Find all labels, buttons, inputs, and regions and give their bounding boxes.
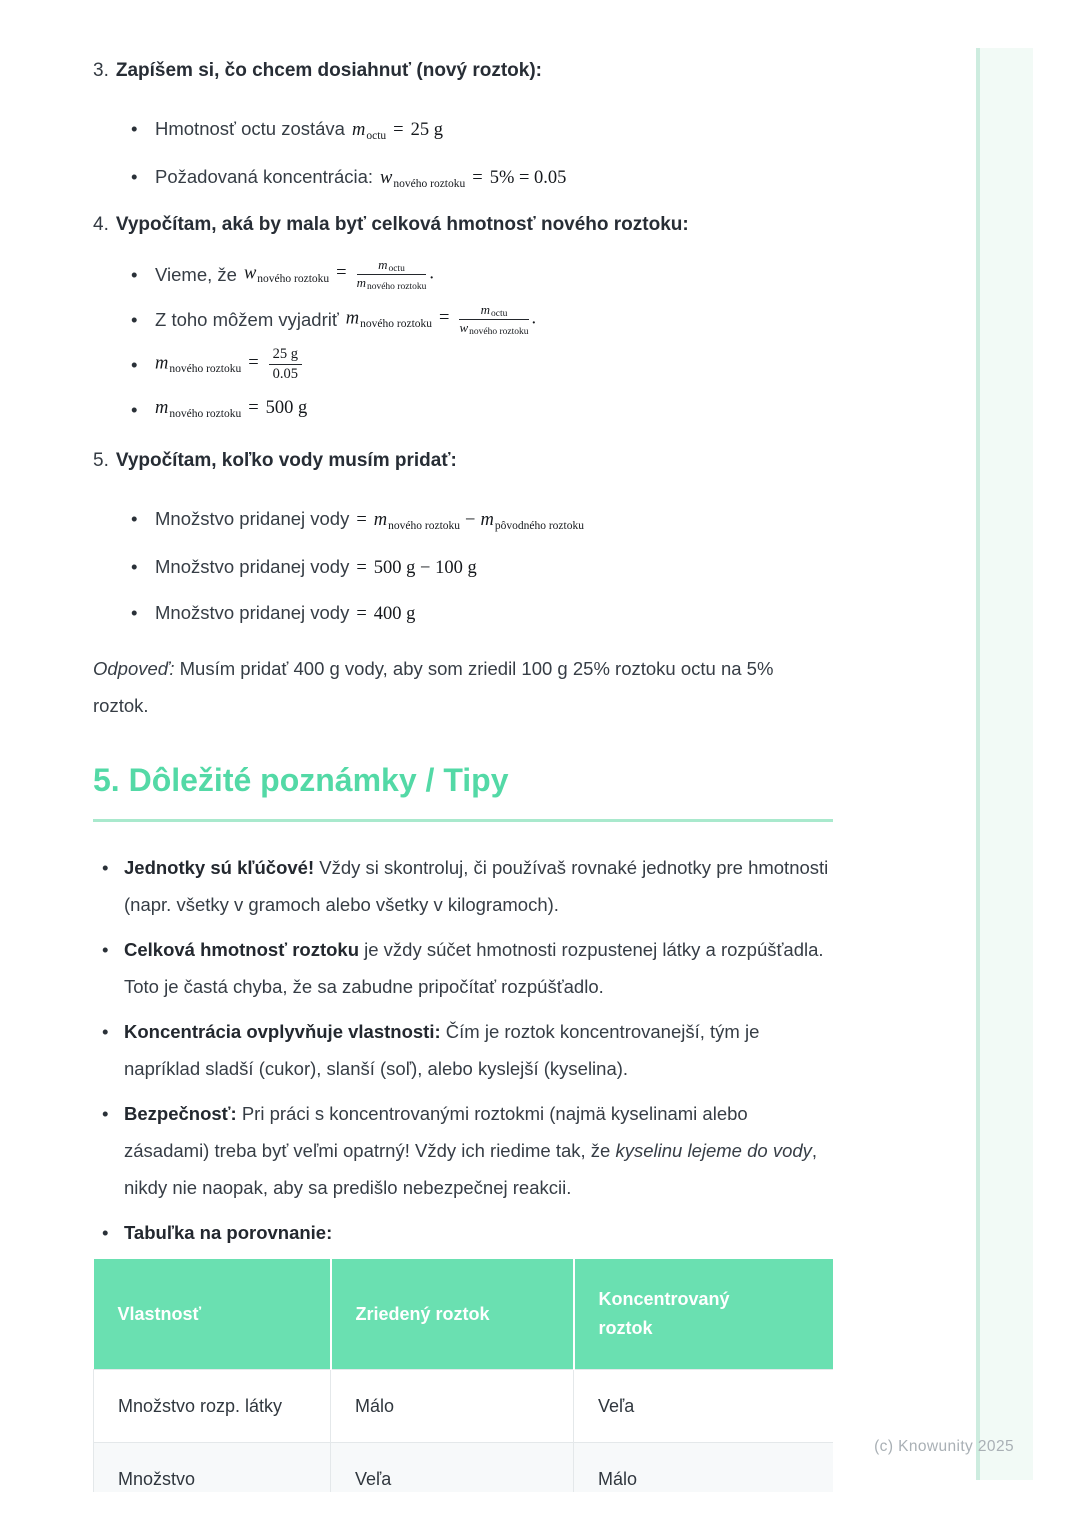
tip-item xyxy=(124,1214,833,1251)
formula-text: Množstvo pridanej vody xyxy=(155,602,350,623)
step-number: 3. xyxy=(93,60,109,81)
step-5-list xyxy=(93,505,833,628)
tip-item xyxy=(124,1095,833,1206)
formula-item xyxy=(155,389,833,429)
step-number: 5. xyxy=(93,450,109,471)
fraction: $\frac{\text{moctu}}{\text{mnového roztoku}}$ xyxy=(356,256,427,292)
step-heading-5 xyxy=(93,447,833,474)
tip-bold: Koncentrácia ovplyvňuje vlastnosti: xyxy=(124,1021,441,1042)
table-cell: Málo xyxy=(331,1370,574,1443)
tip-text: Čím je roztok koncentrovanejší, tým je napríklad sladší (cukor), slanší (soľ), alebo kyslejší (kyselina). xyxy=(124,1021,760,1079)
step-3-list xyxy=(93,115,833,194)
answer-paragraph xyxy=(93,650,833,724)
section-divider xyxy=(93,819,833,822)
table-cell: Veľa xyxy=(574,1370,834,1443)
fraction: $\frac{25 g}{0.05}$ xyxy=(269,346,302,382)
comparison-table xyxy=(93,1259,833,1492)
formula-item xyxy=(155,254,833,294)
answer-text: Musím pridať 400 g vody, aby som zriedil 100 g 25% roztoku octu na 5% roztok. xyxy=(93,658,774,716)
formula-math: = 400 g xyxy=(356,604,416,624)
formula-math: • $m_{nového roztoku} = 500$ g xyxy=(155,397,308,420)
table-header-cell: Koncentrovaný roztok xyxy=(574,1259,834,1370)
tip-bold: Celková hmotnosť roztoku xyxy=(124,939,359,960)
tip-text: je vždy súčet hmotnosti rozpustenej látky a rozpúšťadla. Toto je častá chyba, že sa zabudne pripočítať rozpúšťadlo. xyxy=(124,939,824,997)
formula-item xyxy=(155,553,833,582)
tip-text: Pri práci s koncentrovanými roztokmi (najmä kyselinami alebo zásadami) treba byť veľmi opatrný! Vždy ich riedime tak, že xyxy=(124,1103,748,1161)
formula-math: $w_{nového roztoku} = 5\% = 0.05$ xyxy=(380,168,567,190)
formula-text: Hmotnosť octu zostáva xyxy=(155,118,345,139)
formula-math: = $m_{nového roztoku} - m_{pôvodného roztoku}$ xyxy=(356,510,584,532)
formula-item xyxy=(155,599,833,628)
fraction: $\frac{\text{moctu}}{\text{wnového roztoku}}$ xyxy=(459,301,529,337)
table-cell: Množstvo rozp. látky xyxy=(94,1370,331,1443)
formula-text: Množstvo pridanej vody xyxy=(155,508,350,529)
formula-item xyxy=(155,163,833,194)
formula-item xyxy=(155,299,833,339)
tip-text: , nikdy nie naopak, aby sa predišlo nebezpečnej reakcii. xyxy=(124,1140,818,1198)
table-cell: Množstvo xyxy=(94,1443,331,1493)
page-edge-stripe xyxy=(976,48,1033,1480)
formula-math: $w_{nového roztoku}$ = $\frac{\text{moctu}}{\text{mnového roztoku}}$ . xyxy=(243,256,434,292)
tip-item xyxy=(124,1013,833,1087)
formula-math: • $m_{nového roztoku}$ = $\frac{25 g}{0.05}$ xyxy=(155,346,305,382)
tip-bold: Tabuľka na porovnanie: xyxy=(124,1222,333,1243)
step-4-list xyxy=(93,254,833,429)
step-title: Vypočítam, aká by mala byť celková hmotnosť nového roztoku: xyxy=(115,214,689,235)
table-header-cell: Zriedený roztok xyxy=(331,1259,574,1370)
step-heading-3 xyxy=(93,57,833,84)
table-cell: Veľa xyxy=(331,1443,574,1493)
comparison-table-container xyxy=(93,1259,833,1492)
tip-text: Vždy si skontroluj, či používaš rovnaké jednotky pre hmotnosti (napr. všetky v gramoch alebo všetky v kilogramoch). xyxy=(124,857,829,915)
step-title: Vypočítam, koľko vody musím pridať: xyxy=(115,450,457,471)
step-title: Zapíšem si, čo chcem dosiahnuť (nový roztok): xyxy=(115,60,542,81)
formula-text: Požadovaná koncentrácia: xyxy=(155,166,374,187)
step-number: 4. xyxy=(93,214,109,235)
tip-item xyxy=(124,849,833,923)
tip-item xyxy=(124,931,833,1005)
formula-math: $m_{octu} = 25$ g xyxy=(351,120,443,142)
table-cell: Málo xyxy=(574,1443,834,1493)
tips-section-title: 5. Dôležité poznámky / Tipy xyxy=(93,762,509,798)
step-heading-4 xyxy=(93,211,833,238)
formula-text: Množstvo pridanej vody xyxy=(155,556,350,577)
document-content xyxy=(93,0,833,1492)
table-header-cell: Vlastnosť xyxy=(94,1259,331,1370)
tips-list xyxy=(93,849,833,1251)
formula-math: $m_{nového roztoku}$ = $\frac{\text{moctu}}{\text{wnového roztoku}}$ . xyxy=(345,301,537,337)
copyright-watermark: (c) Knowunity 2025 xyxy=(874,1438,1014,1455)
formula-math: = 500 g − 100 g xyxy=(356,558,477,578)
tip-bold: Bezpečnosť: xyxy=(124,1103,237,1124)
tip-italic: kyselinu lejeme do vody xyxy=(615,1140,812,1161)
table-header-row xyxy=(94,1259,834,1370)
tip-bold: Jednotky sú kľúčové! xyxy=(124,857,315,878)
formula-item xyxy=(155,344,833,384)
table-row xyxy=(94,1443,834,1493)
answer-lead: Odpoveď: xyxy=(93,658,175,679)
formula-text: • Z toho môžem vyjadriť xyxy=(155,308,339,330)
formula-item xyxy=(155,505,833,536)
formula-text: • Vieme, že xyxy=(155,263,237,285)
table-row xyxy=(94,1370,834,1443)
formula-item xyxy=(155,115,833,146)
